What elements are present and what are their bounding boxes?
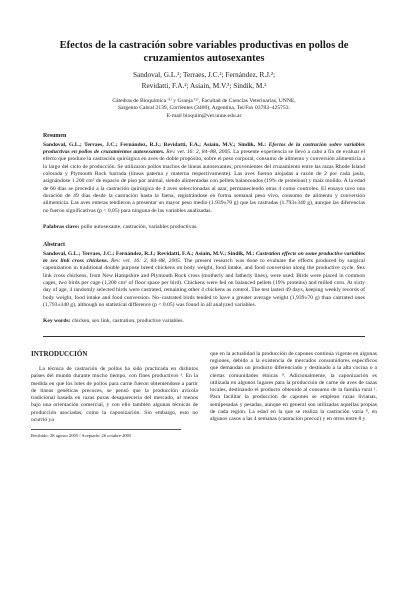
- affiliation: [31, 98, 377, 120]
- resumen-cite-ref: Rev. vet. 16: 2, 84–88, 2005.: [166, 148, 232, 155]
- abstract-cite-ref: Rev. vet. 16: 2, 84–88, 2005.: [110, 258, 182, 265]
- affiliation-line-1: Cátedras de Bioquímica ⁽¹⁾ y Granja ⁽²⁾, Facultad de Ciencias Veterinarias, UNNE,: [112, 98, 296, 104]
- palabras-clave-label: Palabras clave:: [43, 224, 80, 230]
- author-line-2: Revidatti, F.A.²; Asiain, M.V.²; Sindik, M.²: [141, 80, 267, 90]
- resumen-heading: Resumen: [43, 133, 67, 140]
- resumen-cite-title: Efectos de la castración sobre variables productivas en pollos de cruzamientos autosexantes.: [43, 141, 365, 155]
- received-note: Recibido: 28 agosto 2005 / Aceptado: 26 octubre 2005: [31, 429, 181, 439]
- abstract-cite-title: Castration effects on some productive variables in sex link cross chickens.: [43, 250, 365, 265]
- key-words-label: Key words:: [43, 318, 71, 325]
- resumen-section: [43, 133, 365, 231]
- abstract-heading: Abstract: [43, 242, 65, 249]
- resumen-cite-authors: Sandoval, G.L.; Terraes, J.C.; Fernández, R.J.; Revidatti, F.A.; Asiain, M.V.; Sindik, M.:: [43, 141, 267, 148]
- affiliation-email[interactable]: E-mail bioquim@vet.unne.edu.ar: [166, 112, 242, 119]
- article-title: Efectos de la castración sobre variables productivas en pollos de cruzamientos autosexantes: [59, 40, 349, 64]
- palabras-clave: [43, 224, 365, 231]
- key-words-text: chicken, sex link, castration, productive variables.: [71, 318, 184, 325]
- intro-right-column: [210, 351, 377, 440]
- author-list: [31, 70, 377, 91]
- abstract-cite-authors: Sandoval, G.L.; Terraes, J.C.; Fernández, R.J.; Revidatti, F.A.; Asiain, M.V.; Sindik, M.:: [43, 250, 255, 257]
- abstract-body: The present research was done to evaluate the effects produced by surgical caponization in traditional double purpose breed chickens on body weight, food intake, and food conversion along the productive cycle. Sex link cross chickens, from New Hampshire and Plymouth Rock cross (motherly and fatherly lines), were used. Birds were placed in common cages, two birds per cage (1,200 cm² of floor space per bird). Chickens were fed on balanced pellets (19% proteins) and milled corn. At sixty day of age, 4 randomly selected birds were castrated, remaining other 4 chickens as control. The test lasted 49 days, keeping weekly records of body weight, food intake and food conversion. No–castrated birds tended to have a greater average weight (1,939±70 g) than castrated ones (1,793±340 g), although no statistical difference (p < 0.05) was found in all analyzed variables.: [43, 258, 365, 309]
- affiliation-line-2: Sargento Cabral 2139, Corrientes (3400), Argentina. Tel/Fax 03783–425753.: [118, 105, 290, 112]
- intro-right-text: que en la actualidad la producción de capones continúa vigente en algunas regiones, debido a la existencia de mercados consumidores específicos que demandan un producto diferenciado y destinado a la alta cocina o a ciertas comunidades étnicas ⁸. Adicionalmente, la caponización es utilizada en algunos lugares para la producción de carne de aves de razas locales, destinando el producto obtenido al consumo de la familia rural ¹. Para facilitar la producción de capones se emplean razas livianas, semipesadas y pesadas, aunque en general son utilizadas aquellas propias de cada región. La edad en la que se realiza la castración varía ⁸, en algunos casos a las 4 semanas (castración precoz) y en otros entre 8 y: [210, 350, 377, 423]
- resumen-body: La presente experiencia se llevó a cabo a fin de evaluar el efecto que produce la castración quirúrgica en aves de doble propósito, sobre el peso corporal, consumo de alimento y conversión alimenticia a lo largo del ciclo de producción. Se utilizaron pollos machos de líneas autosexantes, provenientes del cruzamiento entre las razas Rhode Island colorada y Plymouth Rock barrada (líneas paterna y materna respectivamente). Las aves fueron alojadas a razón de 2 por cada jaula, asignándose 1.200 cm² de espacio de piso por animal, siendo alimentadas con pellets balanceados (19% de proteínas) y maíz molido. A la edad de 60 días se procedió a la castración quirúrgica de 4 aves seleccionadas al azar, permaneciendo otras 4 como controles. El ensayo tuvo una duración de 49 días desde la castración hasta la faena, registrándose en forma semanal peso vivo, consumo de alimento y conversión alimenticia. Las aves enteras tendieron a presentar un mayor peso medio (1.939±70 g) que las castradas (1.793±340 g), aunque las diferencias no fueron significativas (p < 0,05) para ninguna de las variables analizadas.: [43, 148, 366, 214]
- abstract-section: [43, 242, 365, 325]
- intro-heading: INTRODUCCIÓN: [31, 349, 88, 358]
- section-divider: [43, 336, 365, 337]
- intro-left-text: La técnica de castración de pollos ha sido practicada en distintos países del mundo durante mucho tiempo, con fines productivos ³. En la medida en que los lotes de pollos para carne fueron obteniéndose a partir de líneas genéticas precoces, se pensó que la producción avícola tradicional basada en razas puras desaparecería del mercado, al menos bajo una orientación comercial, y con ello también algunas técnicas de producción asociadas, como la caponización. Sin embargo, esto no ocurrió ya: [31, 366, 198, 423]
- author-line-1: Sandoval, G.L.¹; Terraes, J.C.²; Fernández, R.J.²;: [132, 70, 276, 79]
- key-words: [43, 318, 365, 325]
- intro-columns: [31, 351, 377, 440]
- intro-left-column: [31, 351, 198, 440]
- palabras-clave-text: pollo autosexante, castración, variables productivas.: [80, 224, 198, 230]
